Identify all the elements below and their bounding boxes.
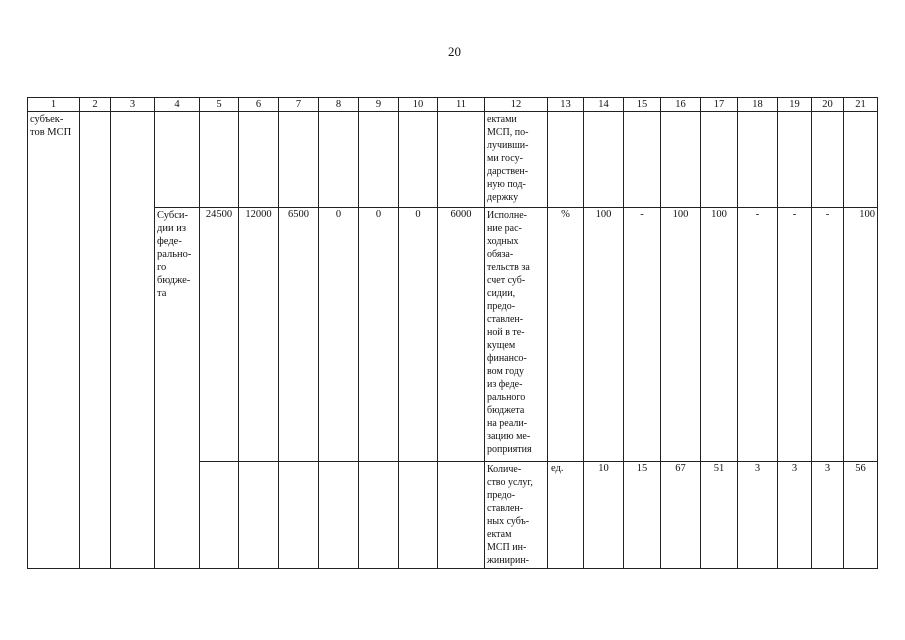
col-8: 8 xyxy=(319,98,359,112)
header-row xyxy=(28,98,878,112)
cell-r3-c18: 3 xyxy=(738,462,778,569)
cell-r2-c20: - xyxy=(812,208,844,462)
col-18: 18 xyxy=(738,98,778,112)
cell-r3-c14: 10 xyxy=(584,462,624,569)
col-3: 3 xyxy=(111,98,155,112)
cell-r1-c13 xyxy=(548,112,584,208)
cell-r3-c13: ед. xyxy=(548,462,584,569)
cell-r3-c6 xyxy=(239,462,279,569)
cell-r2-c7: 6500 xyxy=(279,208,319,462)
col-1: 1 xyxy=(28,98,80,112)
cell-r3-c17: 51 xyxy=(701,462,738,569)
cell-c4-text: Субси- дии из феде- рально- го бюдже- та xyxy=(157,210,192,299)
cell-r2-c12-text: Исполне- ние рас- ходных обяза- тельств за счет суб- сидии, предо- ставлен- ной в те- кущем финансо- вом году из феде- рального бюджета на реали- зацию ме- роприятия xyxy=(487,210,532,455)
col-21: 21 xyxy=(844,98,878,112)
col-11: 11 xyxy=(438,98,485,112)
col-12: 12 xyxy=(485,98,548,112)
cell-r3-c19: 3 xyxy=(778,462,812,569)
cell-r2-c17: 100 xyxy=(701,208,738,462)
col-7: 7 xyxy=(279,98,319,112)
cell-r2-c6: 12000 xyxy=(239,208,279,462)
col-10: 10 xyxy=(399,98,438,112)
cell-r1-c10 xyxy=(399,112,438,208)
cell-c2 xyxy=(80,112,111,569)
cell-c3 xyxy=(111,112,155,569)
cell-r3-c12-text: Количе- ство услуг, предо- ставлен- ных субъ- ектам МСП ин- жинирин- xyxy=(487,464,533,566)
cell-r2-c19: - xyxy=(778,208,812,462)
cell-r2-c21: 100 xyxy=(844,208,878,462)
row-1 xyxy=(28,112,878,208)
col-5: 5 xyxy=(200,98,239,112)
cell-r1-c4 xyxy=(155,112,200,208)
cell-r1-c12-text: ектами МСП, по- лучивши- ми госу- дарствен- ную под- держку xyxy=(487,114,529,203)
cell-r1-c12 xyxy=(485,112,548,208)
cell-r3-c5 xyxy=(200,462,239,569)
col-16: 16 xyxy=(661,98,701,112)
cell-r1-c20 xyxy=(812,112,844,208)
cell-r3-c21: 56 xyxy=(844,462,878,569)
cell-r1-c11 xyxy=(438,112,485,208)
page-number: 20 xyxy=(448,44,461,59)
col-4: 4 xyxy=(155,98,200,112)
col-6: 6 xyxy=(239,98,279,112)
row-2 xyxy=(28,208,878,462)
cell-r1-c19 xyxy=(778,112,812,208)
cell-r1-c7 xyxy=(279,112,319,208)
cell-r3-c8 xyxy=(319,462,359,569)
cell-c4 xyxy=(155,208,200,569)
cell-r1-c8 xyxy=(319,112,359,208)
col-15: 15 xyxy=(624,98,661,112)
cell-r1-c17 xyxy=(701,112,738,208)
cell-r3-c15: 15 xyxy=(624,462,661,569)
col-19: 19 xyxy=(778,98,812,112)
cell-r1-c18 xyxy=(738,112,778,208)
cell-r3-c11 xyxy=(438,462,485,569)
col-14: 14 xyxy=(584,98,624,112)
cell-c1 xyxy=(28,112,80,569)
cell-r1-c9 xyxy=(359,112,399,208)
cell-r3-c7 xyxy=(279,462,319,569)
cell-r2-c13: % xyxy=(548,208,584,462)
cell-r2-c11: 6000 xyxy=(438,208,485,462)
cell-c1-text: субъек- тов МСП xyxy=(30,114,72,138)
cell-r2-c16: 100 xyxy=(661,208,701,462)
col-2: 2 xyxy=(80,98,111,112)
cell-r1-c5 xyxy=(200,112,239,208)
cell-r2-c8: 0 xyxy=(319,208,359,462)
cell-r1-c15 xyxy=(624,112,661,208)
col-17: 17 xyxy=(701,98,738,112)
cell-r2-c14: 100 xyxy=(584,208,624,462)
cell-r3-c12 xyxy=(485,462,548,569)
cell-r3-c10 xyxy=(399,462,438,569)
cell-r3-c16: 67 xyxy=(661,462,701,569)
cell-r2-c5: 24500 xyxy=(200,208,239,462)
cell-r2-c10: 0 xyxy=(399,208,438,462)
cell-r2-c18: - xyxy=(738,208,778,462)
cell-r2-c12 xyxy=(485,208,548,462)
data-table xyxy=(27,97,878,569)
cell-r1-c14 xyxy=(584,112,624,208)
cell-r2-c9: 0 xyxy=(359,208,399,462)
col-20: 20 xyxy=(812,98,844,112)
cell-r1-c21 xyxy=(844,112,878,208)
cell-r2-c15: - xyxy=(624,208,661,462)
cell-r1-c6 xyxy=(239,112,279,208)
col-13: 13 xyxy=(548,98,584,112)
col-9: 9 xyxy=(359,98,399,112)
cell-r1-c16 xyxy=(661,112,701,208)
cell-r3-c9 xyxy=(359,462,399,569)
cell-r3-c20: 3 xyxy=(812,462,844,569)
